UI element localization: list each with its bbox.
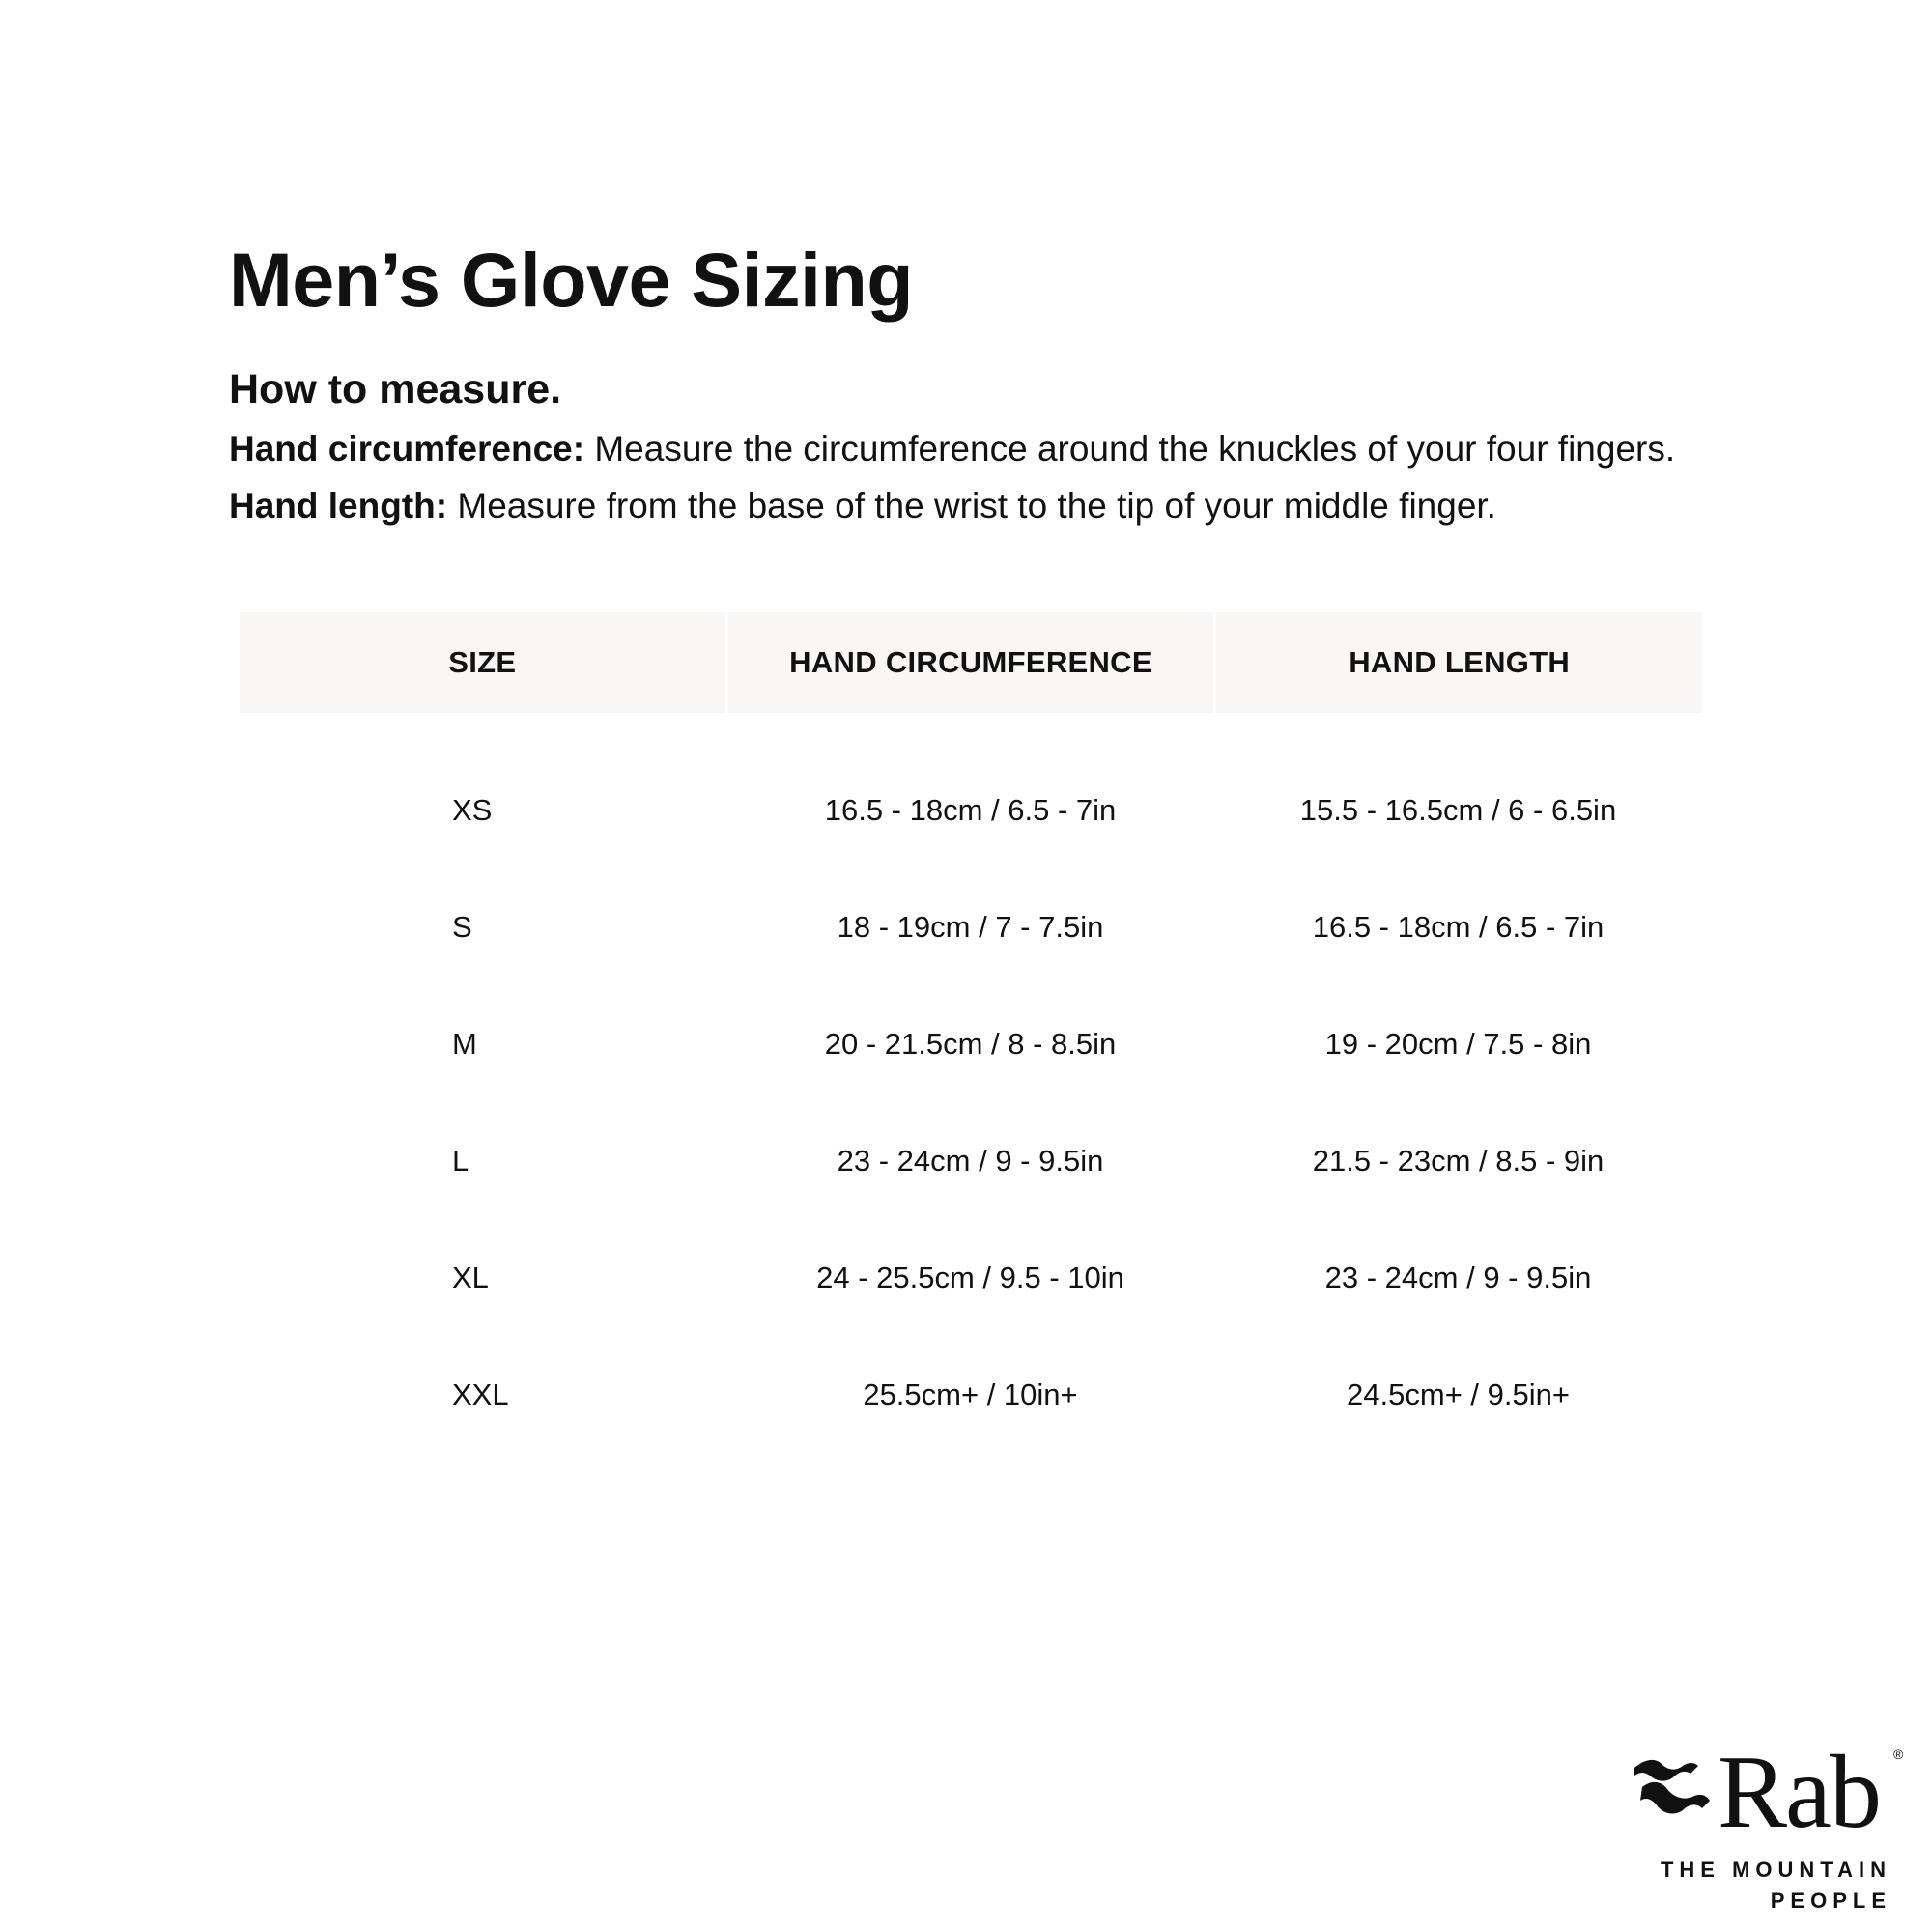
table-row — [240, 752, 1702, 868]
length-cell: 19 - 20cm / 7.5 - 8in — [1324, 1026, 1592, 1061]
circumference-cell: 18 - 19cm / 7 - 7.5in — [837, 909, 1104, 944]
table-row — [240, 1219, 1702, 1336]
length-text: Measure from the base of the wrist to the tip of your middle finger. — [447, 486, 1496, 526]
length-instruction — [229, 488, 1496, 524]
size-cell: M — [452, 1026, 477, 1061]
rab-logo — [1633, 1735, 1913, 1913]
size-cell: XXL — [452, 1377, 509, 1411]
size-cell: XL — [452, 1260, 489, 1294]
table-row — [240, 1102, 1702, 1219]
rab-mountain-mark-icon — [1633, 1754, 1719, 1822]
length-cell: 23 - 24cm / 9 - 9.5in — [1324, 1260, 1592, 1294]
table-row — [240, 1336, 1702, 1453]
circumference-cell: 23 - 24cm / 9 - 9.5in — [837, 1143, 1104, 1178]
table-row — [240, 868, 1702, 985]
length-cell: 24.5cm+ / 9.5in+ — [1347, 1377, 1570, 1411]
size-table-header — [240, 612, 1702, 713]
header-hand-circumference: HAND CIRCUMFERENCE — [728, 612, 1214, 713]
brand-tagline — [1661, 1855, 1891, 1917]
circumference-text: Measure the circumference around the knuckles of your four fingers. — [584, 429, 1676, 469]
page-title: Men’s Glove Sizing — [229, 237, 913, 323]
circumference-cell: 20 - 21.5cm / 8 - 8.5in — [824, 1026, 1117, 1061]
size-table-body — [240, 752, 1702, 1453]
circumference-instruction — [229, 431, 1675, 467]
tagline-line-1: THE MOUNTAIN — [1660, 1858, 1891, 1882]
tagline-line-2: PEOPLE — [1770, 1888, 1891, 1913]
header-size: SIZE — [240, 612, 725, 713]
table-row — [240, 985, 1702, 1102]
registered-mark: ® — [1893, 1747, 1904, 1762]
length-cell: 15.5 - 16.5cm / 6 - 6.5in — [1299, 792, 1617, 827]
size-cell: XS — [452, 792, 493, 827]
brand-wordmark: Rab — [1718, 1735, 1880, 1850]
circumference-cell: 24 - 25.5cm / 9.5 - 10in — [816, 1260, 1124, 1294]
how-to-measure-heading: How to measure. — [229, 366, 562, 412]
circumference-label: Hand circumference: — [229, 429, 585, 469]
size-cell: S — [452, 909, 472, 944]
header-hand-length: HAND LENGTH — [1216, 612, 1702, 713]
circumference-cell: 25.5cm+ / 10in+ — [863, 1377, 1078, 1411]
size-cell: L — [452, 1143, 469, 1178]
circumference-cell: 16.5 - 18cm / 6.5 - 7in — [824, 792, 1117, 827]
length-cell: 16.5 - 18cm / 6.5 - 7in — [1312, 909, 1605, 944]
length-label: Hand length: — [229, 486, 448, 526]
length-cell: 21.5 - 23cm / 8.5 - 9in — [1312, 1143, 1605, 1178]
